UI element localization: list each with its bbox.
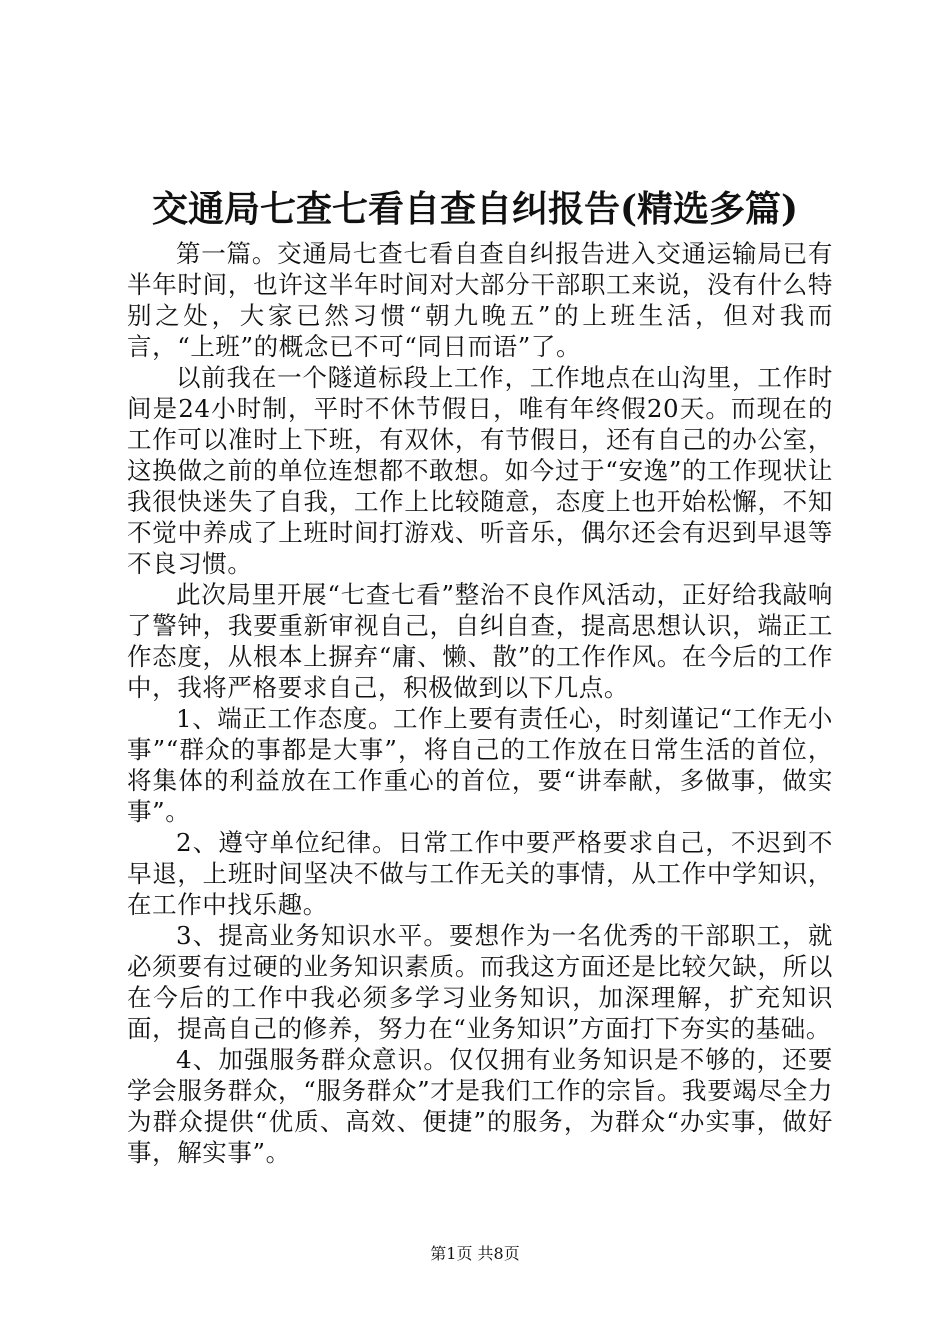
document-body bbox=[127, 238, 833, 1168]
list-item-paragraph: 3、提高业务知识水平。要想作为一名优秀的干部职工，就必须要有过硬的业务知识素质。而我这方面还是比较欠缺，所以在今后的工作中我必须多学习业务知识，加深理解，扩充知识面，提高自己的修养，努力在“业务知识”方面打下夯实的基础。 bbox=[127, 921, 833, 1043]
document-title: 交通局七查七看自查自纠报告(精选多篇) bbox=[151, 188, 799, 230]
paragraph: 以前我在一个隧道标段上工作，工作地点在山沟里，工作时间是24小时制，平时不休节假日，唯有年终假20天。而现在的工作可以准时上下班，有双休，有节假日，还有自己的办公室，这换做之前的单位连想都不敢想。如今过于“安逸”的工作现状让我很快迷失了自我，工作上比较随意，态度上也开始松懈，不知不觉中养成了上班时间打游戏、听音乐，偶尔还会有迟到早退等不良习惯。 bbox=[127, 363, 833, 578]
paragraph: 此次局里开展“七查七看”整治不良作风活动，正好给我敲响了警钟，我要重新审视自己，自纠自查，提高思想认识，端正工作态度，从根本上摒弃“庸、懒、散”的工作作风。在今后的工作中，我将严格要求自己，积极做到以下几点。 bbox=[127, 580, 833, 702]
list-item-paragraph: 2、遵守单位纪律。日常工作中要严格要求自己，不迟到不早退，上班时间坚决不做与工作无关的事情，从工作中学知识，在工作中找乐趣。 bbox=[127, 828, 833, 919]
list-item-paragraph: 1、端正工作态度。工作上要有责任心，时刻谨记“工作无小事”“群众的事都是大事”，将自己的工作放在日常生活的首位，将集体的利益放在工作重心的首位，要“讲奉献，多做事，做实事”。 bbox=[127, 704, 833, 826]
page-number-footer: 第1页 共8页 bbox=[430, 1244, 520, 1263]
list-item-paragraph: 4、加强服务群众意识。仅仅拥有业务知识是不够的，还要学会服务群众，“服务群众”才是我们工作的宗旨。我要竭尽全力为群众提供“优质、高效、便捷”的服务，为群众“办实事，做好事，解实事”。 bbox=[127, 1045, 833, 1167]
paragraph: 第一篇。交通局七查七看自查自纠报告进入交通运输局已有半年时间，也许这半年时间对大部分干部职工来说，没有什么特别之处，大家已然习惯“朝九晚五”的上班生活，但对我而言，“上班”的概念已不可“同日而语”了。 bbox=[127, 239, 833, 361]
